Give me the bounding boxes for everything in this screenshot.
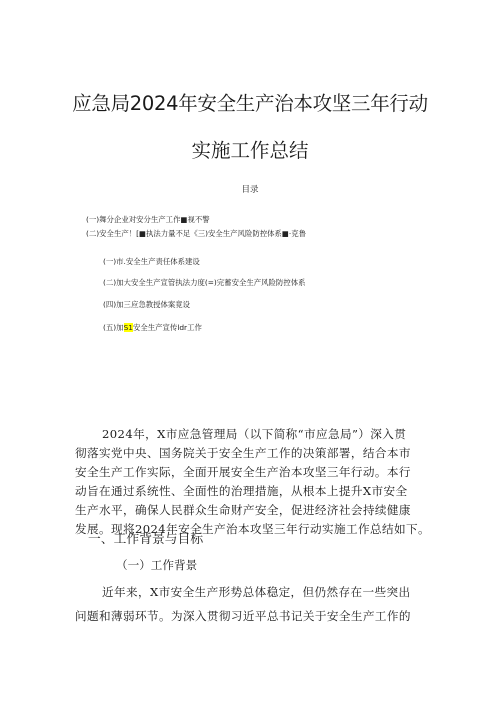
- intro-paragraph: [75, 425, 430, 539]
- toc-item: (一)市.安全生产责任体系建设: [103, 257, 200, 266]
- toc-item: (四)加三应急教授体案竟设: [103, 300, 191, 309]
- paragraph-line: 2024年，X市应急管理局（以下简称“市应急局”）深入贯: [102, 427, 407, 441]
- subsection-heading: （一）工作背景: [116, 558, 198, 572]
- toc-item: (二)安全生产！[■执法力量不足《三)安全生产风险防控体系■·克鲁: [86, 229, 307, 238]
- toc-item-prefix: (五)加: [103, 323, 124, 332]
- paragraph-line: 动旨在通过系统性、全面性的治理措施，从根本上提升X市安全: [75, 484, 408, 498]
- paragraph-line: 问题和薄弱环节。为深入贯彻习近平总书记关于安全生产工作的: [75, 609, 411, 623]
- document-title-line2: 实施工作总结: [191, 139, 309, 162]
- highlighted-text: S1: [123, 323, 133, 332]
- paragraph-line: 发展。现将2024年安全生产治本攻坚三年行动实施工作总结如下。: [75, 522, 430, 536]
- toc-item-suffix: 安全生产宣传ldr工作: [132, 323, 202, 332]
- toc-heading: 目录: [241, 185, 259, 195]
- document-title-line1: 应急局2024年安全生产治本攻坚三年行动: [72, 92, 428, 115]
- section-heading: 一、工作背景与目标: [88, 532, 204, 547]
- toc-item-highlighted: [103, 322, 202, 333]
- toc-item: (二)加大安全生产宣管执法力度(=)完蓄安全生产风险防控体系: [103, 278, 306, 287]
- paragraph-line: 彻落实党中央、国务院关于安全生产工作的决策部署，结合本市: [75, 446, 411, 460]
- toc-item: (一)舞分企业对安分生产工作■视不警: [86, 215, 210, 224]
- paragraph-line: 生产水平，确保人民群众生命财产安全，促进经济社会持续健康: [75, 503, 411, 517]
- paragraph-line: 安全生产工作实际，全面开展安全生产治本攻坚三年行动。本行: [75, 465, 411, 479]
- paragraph-line: 近年来，X市安全生产形势总体稳定，但仍然存在一些突出: [102, 585, 411, 599]
- background-paragraph: [75, 580, 430, 628]
